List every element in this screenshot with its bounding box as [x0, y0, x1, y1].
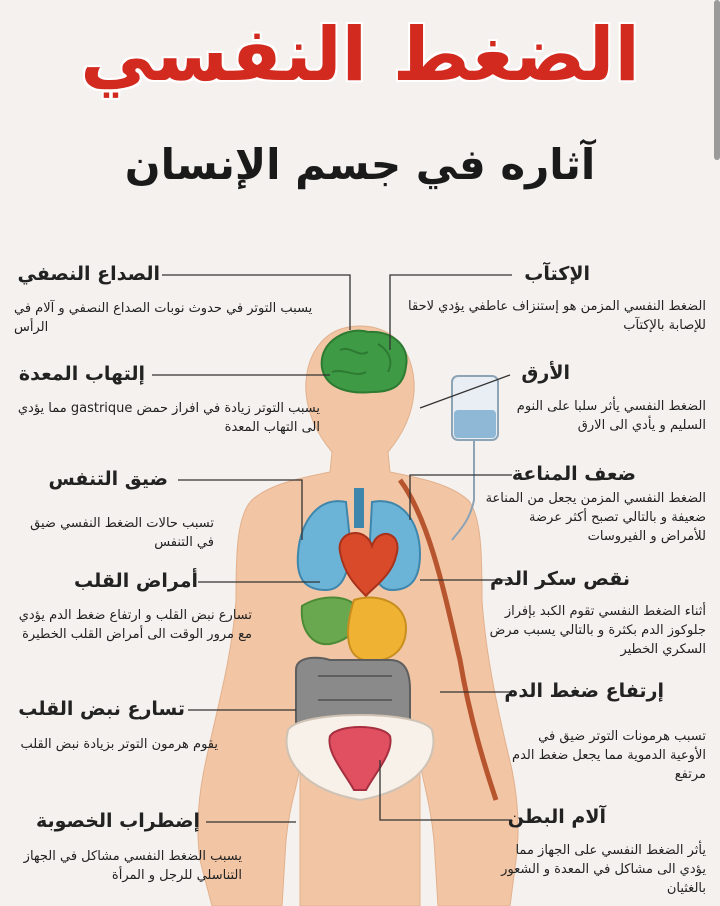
hypoglycemia-text: أثناء الضغط النفسي تقوم الكبد بإفراز جلوكوز الدم بكثرة و بالتالي يسبب مرض السكري الخطير [489, 604, 706, 657]
brain [322, 331, 407, 393]
insomnia-heading: الأرق [521, 362, 570, 384]
gastritis-text: يسبب التوتر زيادة في افراز حمض gastrique مما يؤدي الى التهاب المعدة [17, 401, 320, 435]
main-title: الضغط النفسي [80, 12, 640, 98]
sub-title: آثاره في جسم الإنسان [124, 140, 596, 189]
fertility-heading: إضطراب الخصوبة [35, 810, 200, 832]
abdominal-pain-heading: آلام البطن [507, 806, 606, 828]
fertility-text: يسبب الضغط النفسي مشاكل في الجهاز التناسلي للرجل و المرأة [23, 849, 242, 883]
depression-heading: الإكتآب [524, 263, 590, 285]
hypertension-heading: إرتفاع ضغط الدم [504, 680, 664, 702]
depression-text: الضغط النفسي المزمن هو إستنزاف عاطفي يؤدي لاحقا للإصابة بالإكتآب [408, 299, 706, 333]
tachycardia-heading: تسارع نبض القلب [18, 698, 185, 720]
migraine-heading: الصداع النصفي [17, 263, 160, 285]
heart-disease-heading: أمراض القلب [74, 570, 198, 592]
breathlessness-text: تسبب حالات الضغط النفسي ضيق في التنفس [30, 516, 214, 550]
migraine-text: يسبب التوتر في حدوث نوبات الصداع النصفي و آلام في الرأس [14, 301, 313, 335]
weak-immunity-text: الضغط النفسي المزمن يجعل من المناعة ضعيفة و بالتالي تصبح أكثر عرضة للأمراض و الفيروسات [485, 491, 706, 544]
breathlessness-heading: ضيق التنفس [48, 468, 168, 490]
abdominal-pain-text: يأثر الضغط النفسي على الجهاز مما يؤدي الى مشاكل في المعدة و الشعور بالغثيان [501, 843, 706, 896]
tachycardia-text: يقوم هرمون التوتر بزيادة نبض القلب [20, 737, 218, 752]
insomnia-text: الضغط النفسي يأثر سلبا على النوم السليم و يأدي الى الارق [516, 399, 706, 433]
gastritis-heading: إلتهاب المعدة [18, 363, 145, 385]
hypertension-text: تسبب هرمونات التوتر ضيق في الأوعية الدموية مما يجعل ضغط الدم مرتفع [512, 729, 706, 782]
stomach [348, 598, 406, 661]
hypoglycemia-heading: نقص سكر الدم [489, 568, 630, 590]
weak-immunity-heading: ضعف المناعة [511, 463, 636, 485]
heart-disease-text: تسارع نبض القلب و ارتفاع ضغط الدم يؤدي مع مرور الوقت الى أمراض القلب الخطيرة [18, 608, 252, 642]
